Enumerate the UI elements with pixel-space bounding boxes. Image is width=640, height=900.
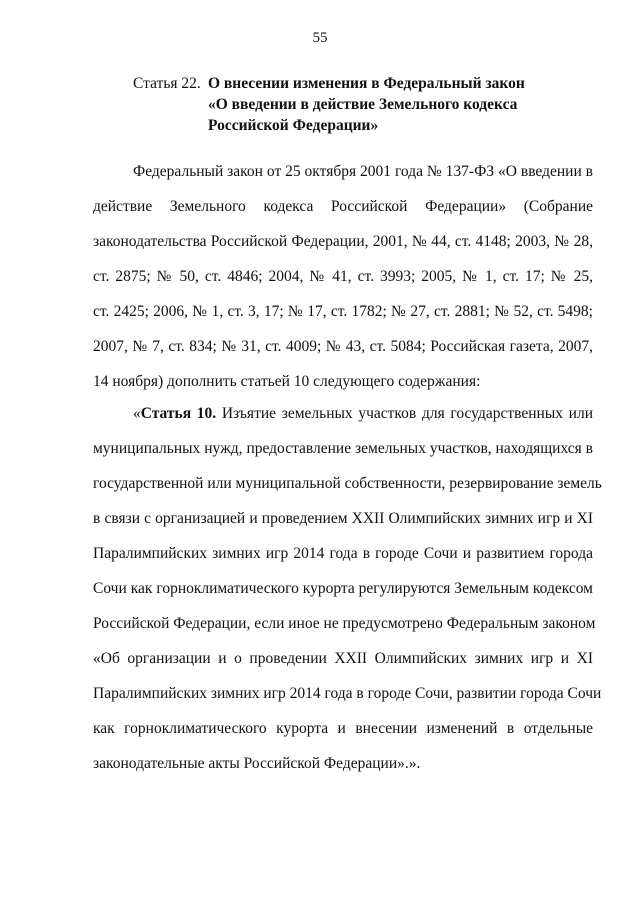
paragraph-line: законодательные акты Российской Федерации».». — [93, 755, 421, 772]
paragraph-line: законодательства Российской Федерации, 2001, № 44, ст. 4148; 2003, № 28, — [93, 233, 593, 250]
paragraph-line: ст. 2425; 2006, № 1, ст. 3, 17; № 17, ст. 1782; № 27, ст. 2881; № 52, ст. 5498; — [93, 303, 593, 320]
paragraph-amendment — [93, 154, 593, 399]
paragraph-line — [93, 396, 593, 431]
article-10-text: Изъятие земельных участков для государственных или — [216, 405, 594, 422]
article-10-label: Статья 10. — [140, 405, 217, 422]
paragraph-line: Паралимпийских зимних игр 2014 года в городе Сочи и развитием города — [93, 545, 593, 562]
article-title-line: Российской Федерации» — [208, 117, 379, 134]
paragraph-line: муниципальных нужд, предоставление земельных участков, находящихся в — [93, 440, 593, 457]
paragraph-line: государственной или муниципальной собственности, резервирование земель — [93, 475, 602, 492]
open-quote: « — [133, 405, 141, 422]
paragraph-line: Сочи как горноклиматического курорта регулируются Земельным кодексом — [93, 580, 593, 597]
article-title-line: «О введении в действие Земельного кодекса — [208, 96, 518, 113]
paragraph-line: «Об организации и о проведении XXII Олимпийских зимних игр и XI — [93, 650, 593, 667]
article-title — [208, 73, 588, 136]
paragraph-line: Федеральный закон от 25 октября 2001 года № 137-ФЗ «О введении в — [133, 163, 593, 180]
paragraph-line: в связи с организацией и проведением XXII Олимпийских зимних игр и XI — [93, 510, 593, 527]
paragraph-line: Паралимпийских зимних игр 2014 года в городе Сочи, развитии города Сочи — [93, 685, 602, 702]
paragraph-line: действие Земельного кодекса Российской Федерации» (Собрание — [93, 198, 593, 215]
page-number: 55 — [312, 30, 328, 46]
article-number: Статья 22. — [133, 75, 201, 92]
paragraph-line: ст. 2875; № 50, ст. 4846; 2004, № 41, ст. 3993; 2005, № 1, ст. 17; № 25, — [93, 268, 593, 285]
paragraph-line: 14 ноября) дополнить статьей 10 следующего содержания: — [93, 373, 481, 390]
paragraph-line: Российской Федерации, если иное не предусмотрено Федеральным законом — [93, 615, 596, 632]
article-title-line: О внесении изменения в Федеральный закон — [208, 75, 525, 92]
paragraph-line: как горноклиматического курорта и внесении изменений в отдельные — [93, 720, 593, 737]
paragraph-article-10 — [93, 396, 602, 781]
paragraph-line: 2007, № 7, ст. 834; № 31, ст. 4009; № 43, ст. 5084; Российская газета, 2007, — [93, 338, 593, 355]
